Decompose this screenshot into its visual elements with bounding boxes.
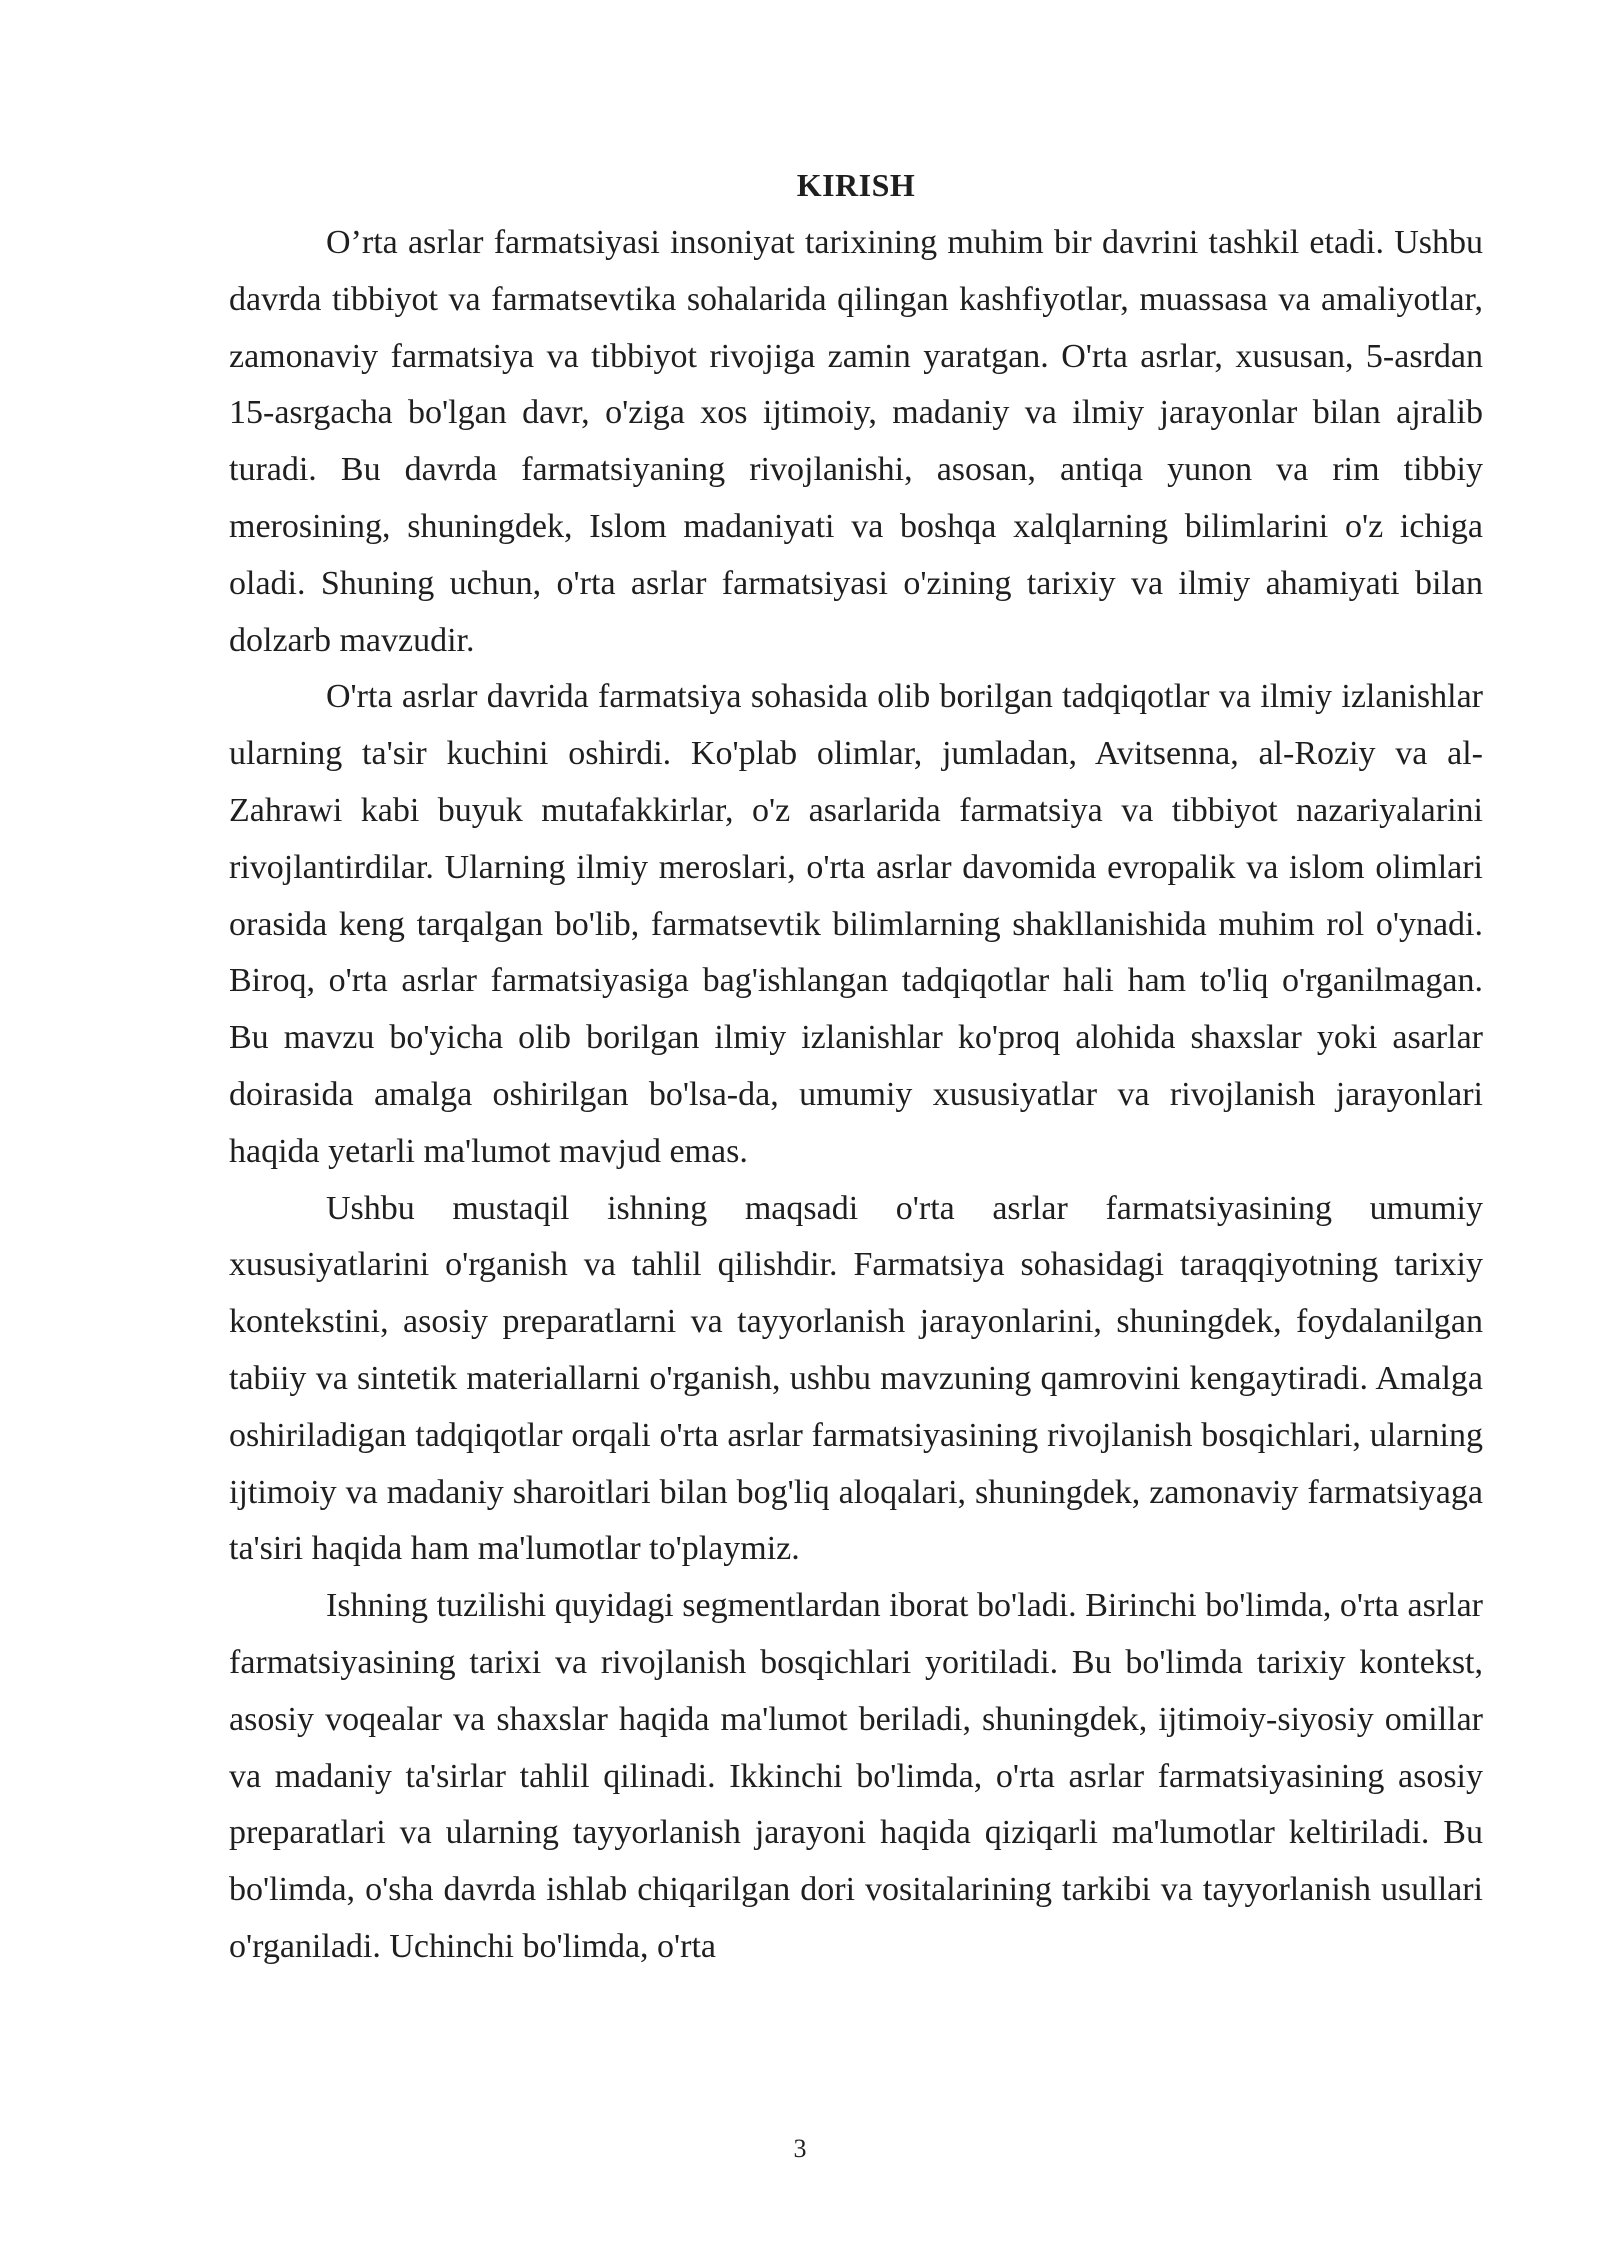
- paragraph-3: Ushbu mustaqil ishning maqsadi o'rta asrlar farmatsiyasining umumiy xususiyatlarini o'rganish va tahlil qilishdir. Farmatsiya sohasidagi taraqqiyotning tarixiy kontekstini, asosiy preparatlarni va tayyorlanish jarayonlarini, shuningdek, foydalanilgan tabiiy va sintetik materiallarni o'rganish, ushbu mavzuning qamrovini kengaytiradi. Amalga oshiriladigan tadqiqotlar orqali o'rta asrlar farmatsiyasining rivojlanish bosqichlari, ularning ijtimoiy va madaniy sharoitlari bilan bog'liq aloqalari, shuningdek, zamonaviy farmatsiyaga ta'siri haqida ham ma'lumotlar to'playmiz.: [229, 1189, 1483, 1568]
- page-content: [229, 161, 1483, 1976]
- paragraph-2: O'rta asrlar davrida farmatsiya sohasida olib borilgan tadqiqotlar va ilmiy izlanishlar ularning ta'sir kuchini oshirdi. Ko'plab olimlar, jumladan, Avitsenna, al-Roziy va al-Zahrawi kabi buyuk mutafakkirlar, o'z asarlarida farmatsiya va tibbiyot nazariyalarini rivojlantirdilar. Ularning ilmiy meroslari, o'rta asrlar davomida evropalik va islom olimlari orasida keng tarqalgan bo'lib, farmatsevtik bilimlarning shakllanishida muhim rol o'ynadi. Biroq, o'rta asrlar farmatsiyasiga bag'ishlangan tadqiqotlar hali ham to'liq o'rganilmagan. Bu mavzu bo'yicha olib borilgan ilmiy izlanishlar ko'proq alohida shaxslar yoki asarlar doirasida amalga oshirilgan bo'lsa-da, umumiy xususiyatlar va rivojlanish jarayonlari haqida yetarli ma'lumot mavjud emas.: [229, 678, 1483, 1170]
- page-number: 3: [793, 2134, 807, 2163]
- paragraph-1: O’rta asrlar farmatsiyasi insoniyat tarixining muhim bir davrini tashkil etadi. Ushbu davrda tibbiyot va farmatsevtika sohalarida qilingan kashfiyotlar, muassasa va amaliyotlar, zamonaviy farmatsiya va tibbiyot rivojiga zamin yaratgan. O'rta asrlar, xususan, 5-asrdan 15-asrgacha bo'lgan davr, o'ziga xos ijtimoiy, madaniy va ilmiy jarayonlar bilan ajralib turadi. Bu davrda farmatsiyaning rivojlanishi, asosan, antiqa yunon va rim tibbiy merosining, shuningdek, Islom madaniyati va boshqa xalqlarning bilimlarini o'z ichiga oladi. Shuning uchun, o'rta asrlar farmatsiyasi o'zining tarixiy va ilmiy ahamiyati bilan dolzarb mavzudir.: [229, 224, 1483, 659]
- page-title: KIRISH: [796, 167, 916, 203]
- paragraph-4: Ishning tuzilishi quyidagi segmentlardan iborat bo'ladi. Birinchi bo'limda, o'rta asrlar farmatsiyasining tarixi va rivojlanish bosqichlari yoritiladi. Bu bo'limda tarixiy kontekst, asosiy voqealar va shaxslar haqida ma'lumot beriladi, shuningdek, ijtimoiy-siyosiy omillar va madaniy ta'sirlar tahlil qilinadi. Ikkinchi bo'limda, o'rta asrlar farmatsiyasining asosiy preparatlari va ularning tayyorlanish jarayoni haqida qiziqarli ma'lumotlar keltiriladi. Bu bo'limda, o'sha davrda ishlab chiqarilgan dori vositalarining tarkibi va tayyorlanish usullari o'rganiladi. Uchinchi bo'limda, o'rta: [229, 1587, 1483, 1965]
